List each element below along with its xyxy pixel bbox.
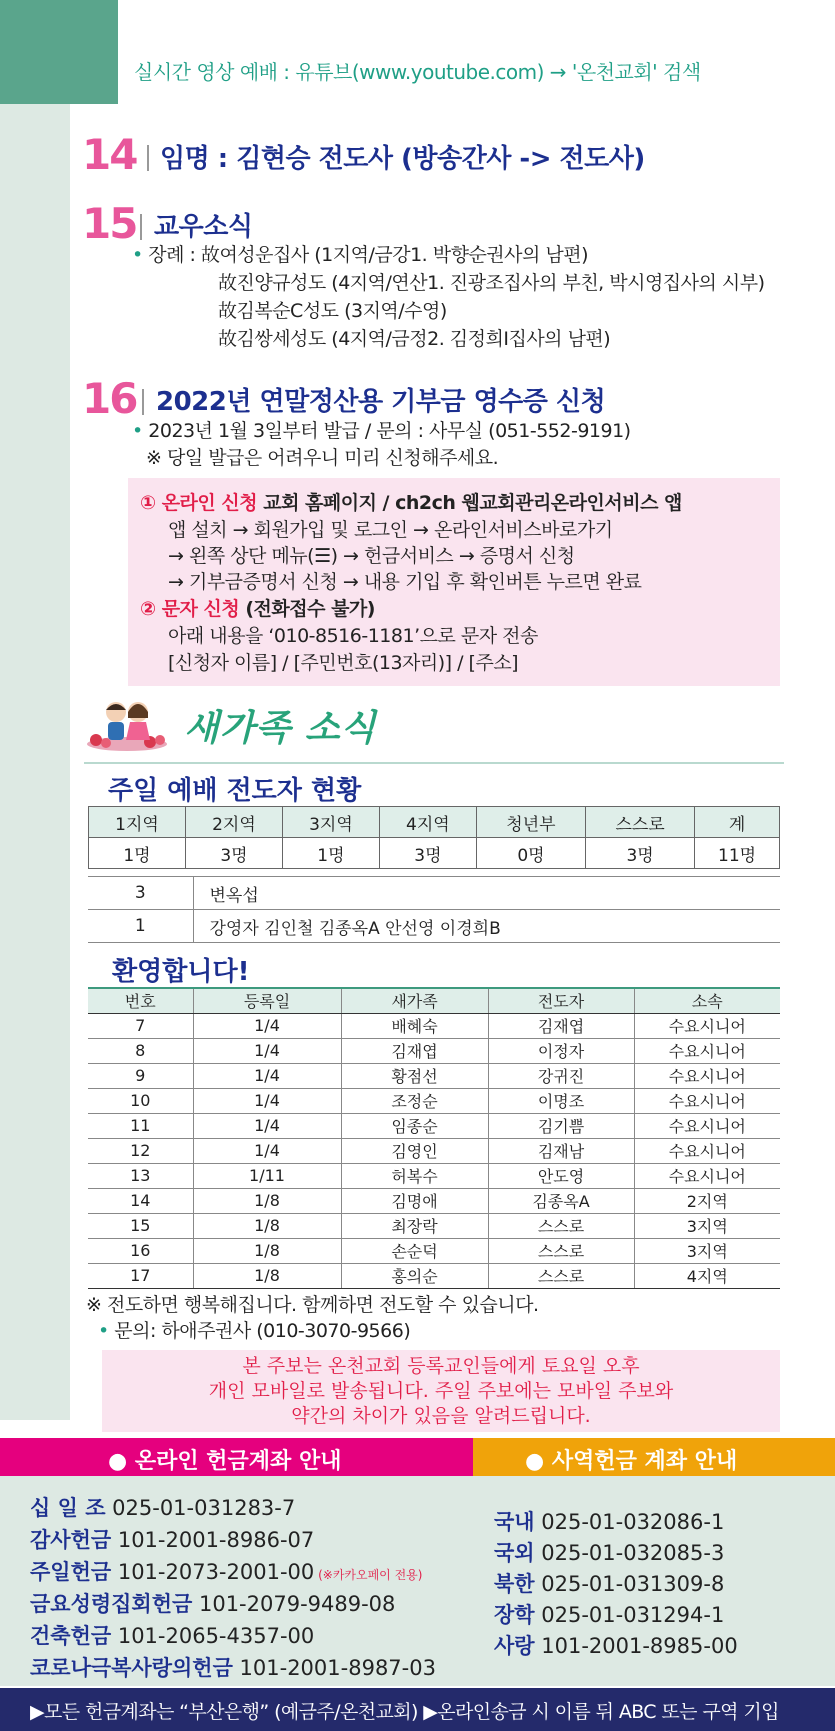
footer-notice: ▶모든 헌금계좌는 “부산은행” (예금주/온천교회) ▶온라인송금 시 이름 뒤 ABC 또는 구역 기입 bbox=[0, 1688, 835, 1731]
table-row bbox=[88, 1188, 780, 1213]
section-16-title: 2022년 연말정산용 기부금 영수증 신청 bbox=[156, 387, 606, 417]
table-cell: 수요시니어 bbox=[634, 1088, 780, 1113]
count-cell: 3명 bbox=[185, 838, 282, 869]
table-cell: 김기쁨 bbox=[488, 1113, 634, 1138]
application-box bbox=[128, 478, 780, 686]
table-row bbox=[88, 1113, 780, 1138]
online-step-1: 앱 설치 → 회원가입 및 로그인 → 온라인서비스바로가기 bbox=[168, 519, 613, 541]
header-cell: 4지역 bbox=[379, 807, 476, 838]
section-divider bbox=[147, 145, 149, 171]
table-cell: 김종옥A bbox=[488, 1188, 634, 1213]
table-cell: 임종순 bbox=[341, 1113, 488, 1138]
table-row bbox=[88, 877, 780, 910]
section-14-title: 임명 : 김현승 전도사 (방송간사 -> 전도사) bbox=[160, 144, 645, 174]
account-number: 101-2001-8985-00 bbox=[534, 1634, 738, 1658]
evangelist-count: 1 bbox=[88, 910, 193, 943]
evangelist-count: 3 bbox=[88, 877, 193, 910]
section-divider bbox=[140, 214, 142, 240]
account-corona bbox=[30, 1652, 436, 1682]
table-cell: 10 bbox=[88, 1088, 193, 1113]
account-number: 101-2001-8986-07 bbox=[111, 1528, 315, 1552]
account-name: 장학 bbox=[494, 1603, 535, 1627]
bullet: • bbox=[132, 420, 143, 442]
table-cell: 1/4 bbox=[193, 1113, 341, 1138]
account-number: 025-01-032086-1 bbox=[534, 1510, 725, 1534]
table-cell: 손순덕 bbox=[341, 1238, 488, 1263]
table-cell: 1/8 bbox=[193, 1213, 341, 1238]
table-cell: 11 bbox=[88, 1113, 193, 1138]
corner-block bbox=[0, 0, 118, 104]
table-cell: 1/4 bbox=[193, 1088, 341, 1113]
account-name: 북한 bbox=[494, 1572, 535, 1596]
kakaopay-note: (※카카오페이 전용) bbox=[314, 1568, 423, 1582]
sms-apply-label: ② 문자 신청 bbox=[140, 598, 240, 620]
table-row bbox=[88, 1063, 780, 1088]
left-side-bar bbox=[0, 0, 70, 1420]
account-number: 025-01-031283-7 bbox=[105, 1496, 296, 1520]
table-cell: 홍의순 bbox=[341, 1263, 488, 1288]
table-cell: 스스로 bbox=[488, 1263, 634, 1288]
table-cell: 9 bbox=[88, 1063, 193, 1088]
account-name: 금요성령집회헌금 bbox=[30, 1592, 193, 1616]
table-row bbox=[88, 1013, 780, 1038]
table-cell: 수요시니어 bbox=[634, 1063, 780, 1088]
account-friday bbox=[30, 1588, 395, 1618]
notice-line-3: 약간의 차이가 있음을 알려드립니다. bbox=[291, 1405, 591, 1427]
table-header-row bbox=[88, 988, 780, 1013]
header-cell: 2지역 bbox=[185, 807, 282, 838]
account-tithe bbox=[30, 1492, 295, 1522]
section-14-number: 14 bbox=[82, 130, 137, 179]
count-cell: 1명 bbox=[89, 838, 186, 869]
receipt-text-1: 2023년 1월 3일부터 발급 / 문의 : 사무실 (051-552-9191) bbox=[148, 420, 631, 442]
online-step-3: → 기부금증명서 신청 → 내용 기입 후 확인버튼 누르면 완료 bbox=[168, 571, 642, 593]
table-cell: 김명애 bbox=[341, 1188, 488, 1213]
online-step-2: → 왼쪽 상단 메뉴(☰) → 헌금서비스 → 증명서 신청 bbox=[168, 545, 575, 567]
account-name: 주일헌금 bbox=[30, 1560, 112, 1584]
online-offering-header bbox=[0, 1438, 473, 1476]
section-15-title: 교우소식 bbox=[154, 212, 253, 242]
section-15-number: 15 bbox=[82, 199, 137, 248]
table-cell: 4지역 bbox=[634, 1263, 780, 1288]
table-row bbox=[88, 1238, 780, 1263]
online-apply-line bbox=[140, 488, 682, 515]
region-count-table bbox=[88, 806, 780, 869]
online-apply-rest: 교회 홈페이지 / ch2ch 웹교회관리온라인서비스 앱 bbox=[257, 492, 682, 514]
funeral-line-2: 故진양규성도 (4지역/연산1. 진광조집사의 부친, 박시영집사의 시부) bbox=[218, 272, 765, 294]
funeral-line-4: 故김쌍세성도 (4지역/금정2. 김정희I집사의 남편) bbox=[218, 328, 611, 350]
table-cell: 14 bbox=[88, 1188, 193, 1213]
table-cell: 스스로 bbox=[488, 1238, 634, 1263]
sms-line-2: [신청자 이름] / [주민번호(13자리)] / [주소] bbox=[168, 652, 519, 674]
table-cell: 1/4 bbox=[193, 1138, 341, 1163]
table-cell: 1/8 bbox=[193, 1188, 341, 1213]
table-cell: 1/4 bbox=[193, 1013, 341, 1038]
account-love bbox=[494, 1630, 738, 1660]
table-cell: 안도영 bbox=[488, 1163, 634, 1188]
table-row bbox=[88, 1138, 780, 1163]
table-cell: 1/4 bbox=[193, 1038, 341, 1063]
header-cell: 번호 bbox=[88, 988, 193, 1013]
table-cell: 허복수 bbox=[341, 1163, 488, 1188]
notice-line-2: 개인 모바일로 발송됩니다. 주일 주보에는 모바일 주보와 bbox=[208, 1380, 674, 1402]
account-name: 감사헌금 bbox=[30, 1528, 112, 1552]
table-cell: 2지역 bbox=[634, 1188, 780, 1213]
table-row bbox=[88, 1213, 780, 1238]
inquiry-line bbox=[98, 1316, 410, 1343]
header-cell: 스스로 bbox=[586, 807, 695, 838]
table-cell: 수요시니어 bbox=[634, 1038, 780, 1063]
table-cell: 이정자 bbox=[488, 1038, 634, 1063]
funeral-line-1 bbox=[132, 240, 588, 267]
count-cell: 11명 bbox=[695, 838, 780, 869]
table-cell: 김영인 bbox=[341, 1138, 488, 1163]
table-cell: 수요시니어 bbox=[634, 1113, 780, 1138]
account-number: 101-2065-4357-00 bbox=[111, 1624, 315, 1648]
table-cell: 김재남 bbox=[488, 1138, 634, 1163]
sms-apply-line bbox=[140, 594, 375, 621]
header-cell: 1지역 bbox=[89, 807, 186, 838]
account-sunday bbox=[30, 1556, 422, 1586]
table-cell: 수요시니어 bbox=[634, 1013, 780, 1038]
account-name: 코로나극복사랑의헌금 bbox=[30, 1656, 233, 1680]
account-thanks bbox=[30, 1524, 314, 1554]
table-header-row bbox=[89, 807, 780, 838]
table-cell: 12 bbox=[88, 1138, 193, 1163]
count-cell: 1명 bbox=[282, 838, 379, 869]
header-cell: 소속 bbox=[634, 988, 780, 1013]
count-cell: 3명 bbox=[379, 838, 476, 869]
section-divider bbox=[142, 389, 144, 415]
account-overseas bbox=[494, 1537, 724, 1567]
account-north-korea bbox=[494, 1568, 724, 1598]
table-cell: 3지역 bbox=[634, 1238, 780, 1263]
table-cell: 1/8 bbox=[193, 1238, 341, 1263]
funeral-line-3: 故김복순C성도 (3지역/수영) bbox=[218, 300, 447, 322]
table-cell: 배혜숙 bbox=[341, 1013, 488, 1038]
table-cell: 8 bbox=[88, 1038, 193, 1063]
table-cell: 16 bbox=[88, 1238, 193, 1263]
table-cell: 수요시니어 bbox=[634, 1138, 780, 1163]
account-scholarship bbox=[494, 1599, 724, 1629]
account-name: 건축헌금 bbox=[30, 1624, 112, 1648]
welcome-title: 환영합니다! bbox=[112, 957, 250, 987]
table-row bbox=[88, 1263, 780, 1288]
ministry-offering-header bbox=[473, 1438, 835, 1476]
divider bbox=[84, 762, 784, 764]
online-apply-label: ① 온라인 신청 bbox=[140, 492, 258, 514]
evangelist-names: 강영자 김인철 김종옥A 안선영 이경희B bbox=[193, 910, 780, 943]
online-offering-title: ● 온라인 헌금계좌 안내 bbox=[108, 1449, 342, 1474]
table-cell: 1/8 bbox=[193, 1263, 341, 1288]
table-cell: 조정순 bbox=[341, 1088, 488, 1113]
account-number: 025-01-031294-1 bbox=[534, 1603, 725, 1627]
bullet: • bbox=[132, 244, 143, 266]
table-row bbox=[88, 1163, 780, 1188]
table-cell: 수요시니어 bbox=[634, 1163, 780, 1188]
new-family-title: 새가족 소식 bbox=[184, 708, 377, 749]
table-row bbox=[88, 1038, 780, 1063]
receipt-line-2: ※ 당일 발급은 어려우니 미리 신청해주세요. bbox=[146, 447, 499, 469]
table-row bbox=[88, 910, 780, 943]
table-cell: 1/4 bbox=[193, 1063, 341, 1088]
table-cell: 김재엽 bbox=[341, 1038, 488, 1063]
evangelist-table bbox=[88, 876, 780, 943]
bullet: • bbox=[98, 1320, 109, 1342]
table-cell: 7 bbox=[88, 1013, 193, 1038]
couple-illustration-icon bbox=[84, 696, 170, 752]
notice-line-1: 본 주보는 온천교회 등록교인들에게 토요일 오후 bbox=[242, 1355, 640, 1377]
account-number: 101-2079-9489-08 bbox=[192, 1592, 396, 1616]
table-cell: 이명조 bbox=[488, 1088, 634, 1113]
header-cell: 등록일 bbox=[193, 988, 341, 1013]
table-row bbox=[89, 838, 780, 869]
table-cell: 13 bbox=[88, 1163, 193, 1188]
header-cell: 3지역 bbox=[282, 807, 379, 838]
table-cell: 17 bbox=[88, 1263, 193, 1288]
header-cell: 청년부 bbox=[476, 807, 585, 838]
table-cell: 15 bbox=[88, 1213, 193, 1238]
table-cell: 3지역 bbox=[634, 1213, 780, 1238]
table-cell: 1/11 bbox=[193, 1163, 341, 1188]
sms-apply-rest: (전화접수 불가) bbox=[239, 598, 375, 620]
table-cell: 최장락 bbox=[341, 1213, 488, 1238]
table-cell: 강귀진 bbox=[488, 1063, 634, 1088]
header-cell: 새가족 bbox=[341, 988, 488, 1013]
evangelist-status-title: 주일 예배 전도자 현황 bbox=[108, 776, 362, 806]
account-domestic bbox=[494, 1506, 724, 1536]
section-16-number: 16 bbox=[82, 374, 137, 423]
account-number: 025-01-031309-8 bbox=[534, 1572, 725, 1596]
account-name: 국내 bbox=[494, 1510, 535, 1534]
table-cell: 김재엽 bbox=[488, 1013, 634, 1038]
evangelism-note: ※ 전도하면 행복해집니다. 함께하면 전도할 수 있습니다. bbox=[86, 1294, 539, 1316]
account-name: 십 일 조 bbox=[30, 1496, 106, 1520]
evangelist-names: 변옥섭 bbox=[193, 877, 780, 910]
count-cell: 0명 bbox=[476, 838, 585, 869]
account-name: 사랑 bbox=[494, 1634, 535, 1658]
mobile-bulletin-notice bbox=[102, 1350, 780, 1432]
live-worship-notice: 실시간 영상 예배 : 유튜브(www.youtube.com) → '온천교회' 검색 bbox=[134, 60, 701, 84]
account-building bbox=[30, 1620, 314, 1650]
inquiry-text: 문의: 하애주권사 (010-3070-9566) bbox=[114, 1320, 411, 1342]
account-number: 101-2001-8987-03 bbox=[232, 1656, 436, 1680]
receipt-line-1 bbox=[132, 416, 631, 443]
ministry-offering-title: ● 사역헌금 계좌 안내 bbox=[525, 1449, 738, 1474]
account-name: 국외 bbox=[494, 1541, 535, 1565]
table-cell: 스스로 bbox=[488, 1213, 634, 1238]
account-number: 101-2073-2001-00 bbox=[111, 1560, 315, 1584]
account-number: 025-01-032085-3 bbox=[534, 1541, 725, 1565]
sms-line-1: 아래 내용을 ‘010-8516-1181’으로 문자 전송 bbox=[168, 625, 538, 647]
header-cell: 계 bbox=[695, 807, 780, 838]
header-cell: 전도자 bbox=[488, 988, 634, 1013]
funeral-text-1: 장례 : 故여성운집사 (1지역/금강1. 박향순권사의 남편) bbox=[148, 244, 589, 266]
table-row bbox=[88, 1088, 780, 1113]
welcome-table bbox=[88, 987, 780, 1289]
table-cell: 황점선 bbox=[341, 1063, 488, 1088]
count-cell: 3명 bbox=[586, 838, 695, 869]
